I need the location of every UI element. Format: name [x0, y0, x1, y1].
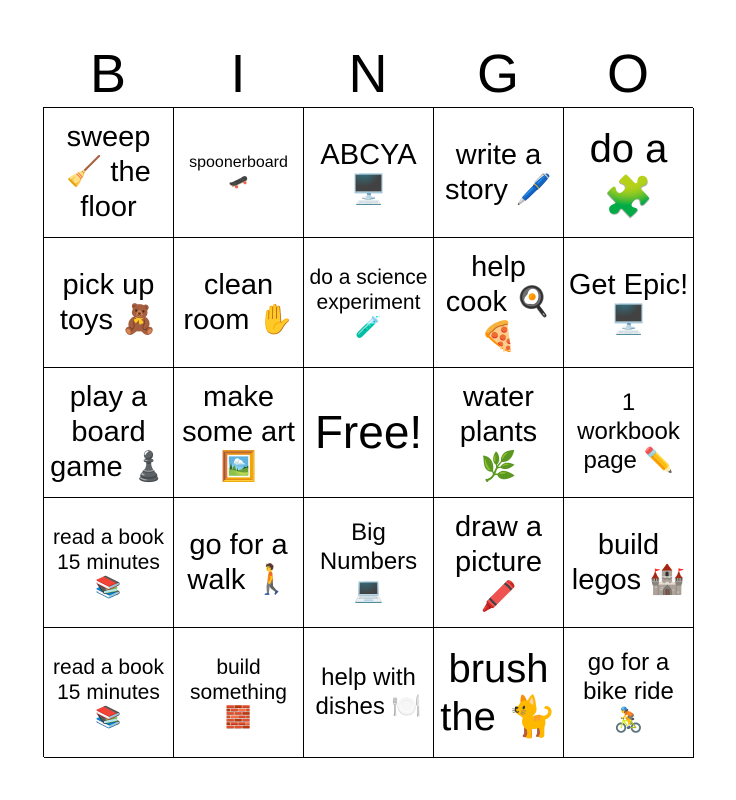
bingo-cell[interactable] [304, 238, 434, 368]
bingo-grid [43, 107, 693, 757]
bingo-cell[interactable] [174, 628, 304, 758]
bingo-cell-label: play a board game ♟️ [50, 381, 167, 483]
header-letter-b: B [89, 44, 127, 104]
bingo-cell[interactable] [304, 108, 434, 238]
bingo-cell-label: brush the 🐈 [440, 646, 557, 739]
bingo-cell-label: Big Numbers 💻 [319, 519, 418, 604]
bingo-cell[interactable] [44, 108, 174, 238]
bingo-cell-label: help with dishes 🍽️ [315, 663, 422, 720]
bingo-cell[interactable] [174, 108, 304, 238]
bingo-cell[interactable] [304, 628, 434, 758]
bingo-cell[interactable] [304, 498, 434, 628]
bingo-cell[interactable] [44, 498, 174, 628]
header-letter-g: G [476, 44, 519, 104]
bingo-cell[interactable] [174, 498, 304, 628]
bingo-cell[interactable] [44, 628, 174, 758]
bingo-cell[interactable] [434, 498, 564, 628]
bingo-cell[interactable] [44, 368, 174, 498]
header-letter-o: O [606, 44, 649, 104]
bingo-cell[interactable] [434, 628, 564, 758]
bingo-cell[interactable] [434, 108, 564, 238]
bingo-cell[interactable] [564, 368, 694, 498]
bingo-cell-label: pick up toys 🧸 [59, 268, 158, 336]
bingo-cell-label: help cook 🍳 🍕 [445, 251, 552, 353]
bingo-cell-label: sweep 🧹 the floor [66, 121, 151, 223]
bingo-cell-label: Get Epic! 🖥️ [568, 268, 689, 336]
bingo-cell-label: do a 🧩 [589, 126, 668, 219]
bingo-cell-label: Free! [314, 405, 423, 458]
header-letter-n: N [348, 44, 388, 104]
bingo-cell-label: write a story 🖊️ [444, 138, 552, 206]
bingo-cell[interactable] [564, 238, 694, 368]
bingo-cell[interactable] [564, 628, 694, 758]
bingo-cell-label: read a book 15 minutes 📚 [53, 655, 164, 730]
bingo-cell[interactable] [304, 368, 434, 498]
bingo-cell-label: make some art 🖼️ [182, 381, 295, 483]
bingo-cell-label: read a book 15 minutes 📚 [53, 525, 164, 600]
bingo-cell[interactable] [434, 238, 564, 368]
bingo-cell-label: clean room ✋ [183, 268, 294, 336]
bingo-cell[interactable] [44, 238, 174, 368]
bingo-cell-label: 1 workbook page ✏️ [577, 389, 680, 474]
bingo-cell[interactable] [564, 498, 694, 628]
bingo-cell-label: go for a bike ride 🚴 [583, 649, 674, 734]
bingo-cell-label: build something 🧱 [190, 655, 287, 730]
header-letter-i: I [230, 44, 246, 104]
bingo-cell[interactable] [174, 238, 304, 368]
bingo-header [43, 40, 693, 108]
bingo-cell[interactable] [174, 368, 304, 498]
bingo-cell-label: spoonerboard 🛹 [189, 154, 288, 191]
bingo-cell[interactable] [434, 368, 564, 498]
bingo-cell[interactable] [564, 108, 694, 238]
bingo-cell-label: go for a walk 🚶 [187, 528, 290, 596]
bingo-cell-label: water plants 🌿 [459, 381, 538, 483]
bingo-cell-label: ABCYA 🖥️ [320, 138, 417, 206]
bingo-cell-label: build legos 🏰 [571, 528, 686, 596]
bingo-cell-label: do a science experiment 🧪 [309, 265, 428, 340]
bingo-cell-label: draw a picture 🖍️ [454, 511, 543, 613]
